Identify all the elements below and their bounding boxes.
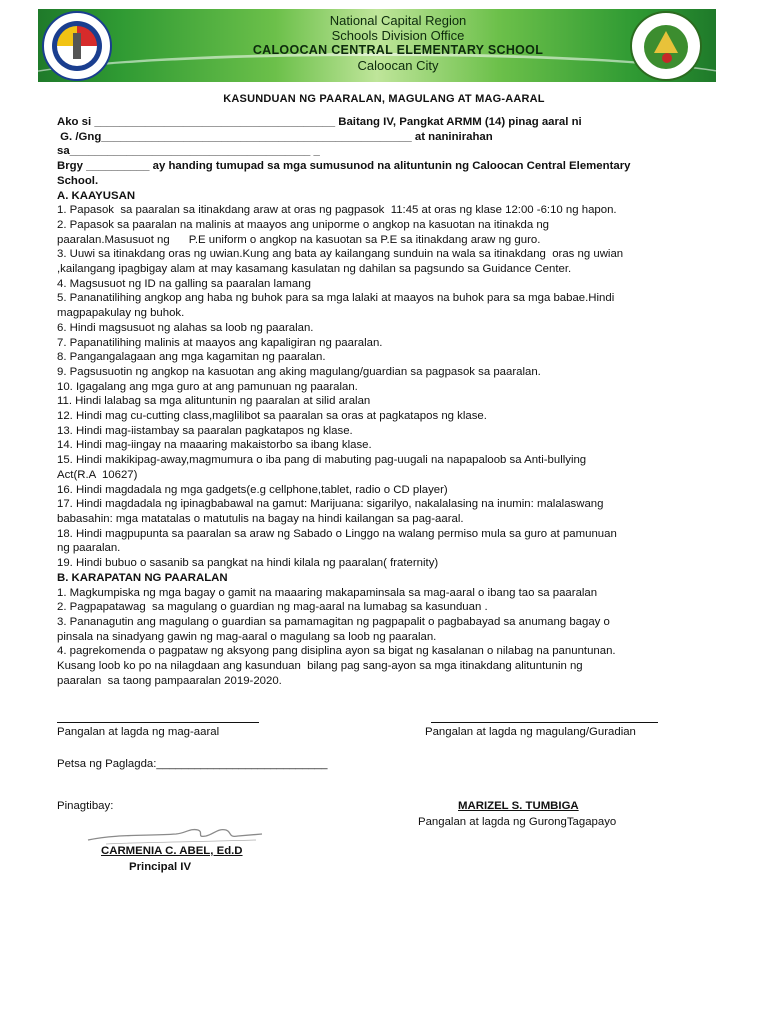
section-b-list <box>57 586 747 689</box>
list-item: paaralan.Masusuot ng P.E uniform o angkop na kasuotan sa P.E sa itinakdang araw ng guro. <box>57 233 541 246</box>
list-item: ,kailangang ipagbigay alam at may kasamang kasulatan ng dahilan sa pagsundo sa Guidance Center. <box>57 263 572 276</box>
list-item: 14. Hindi mag-iingay na maaaring makaistorbo sa ibang klase. <box>57 439 372 452</box>
list-item: 6. Hindi magsusuot ng alahas sa loob ng paaralan. <box>57 321 314 334</box>
city-name: Caloocan City <box>357 58 439 73</box>
list-item: Act(R.A 10627) <box>57 468 138 481</box>
list-item: 2. Papasok sa paaralan na malinis at maayos ang uniporme o angkop na kasuotan na itinakda ng <box>57 218 550 231</box>
list-item: 7. Papanatilihing malinis at maayos ang kapaligiran ng paaralan. <box>57 336 383 349</box>
list-item: paaralan sa taong pampaaralan 2019-2020. <box>57 674 282 687</box>
list-item: 5. Pananatilihing angkop ang haba ng buhok para sa mga lalaki at maayos na buhok para sa mga babae.Hindi <box>57 292 615 305</box>
list-item: 10. Igagalang ang mga guro at ang pamunuan ng paaralan. <box>57 380 358 393</box>
intro-line: sa______________________________________ _ <box>57 145 320 158</box>
intro-line: Brgy __________ ay handing tumupad sa mga sumusunod na alituntunin ng Caloocan Central Elementary <box>57 160 631 173</box>
principal-name: CARMENIA C. ABEL, Ed.D <box>101 845 243 857</box>
adviser-signature-label: Pangalan at lagda ng GurongTagapayo <box>418 816 617 828</box>
student-signature-label: Pangalan at lagda ng mag-aaral <box>57 726 220 738</box>
list-item: 15. Hindi makikipag-away,magmumura o iba pang di mabuting pag-uugali na napapaloob sa Anti-bullying <box>57 454 587 467</box>
intro-line: G. /Gng_________________________________________________ at naninirahan <box>57 130 493 143</box>
school-name: CALOOCAN CENTRAL ELEMENTARY SCHOOL <box>252 43 544 57</box>
parent-signature-line <box>431 722 658 723</box>
adviser-name: MARIZEL S. TUMBIGA <box>458 800 579 812</box>
student-signature-line <box>57 722 259 723</box>
intro-paragraph <box>57 115 747 189</box>
list-item: 17. Hindi magdadala ng ipinagbabawal na gamut: Marijuana: sigarilyo, nakalalasing na inumin: malalaswang <box>57 498 604 511</box>
list-item: pinsala na sinadyang gawin ng mag-aaral o magulang sa loob ng paaralan. <box>57 630 437 643</box>
section-a-list <box>57 203 747 571</box>
agreement-body <box>57 115 747 688</box>
list-item: 19. Hindi bubuo o sasanib sa pangkat na hindi kilala ng paaralan( fraternity) <box>57 557 439 570</box>
list-item: 1. Papasok sa paaralan sa itinakdang araw at oras ng pagpasok 11:45 at oras ng klase 12:00 -6:10 ng hapon. <box>57 204 617 217</box>
section-a-heading: A. KAAYUSAN <box>57 189 136 202</box>
list-item: 3. Uuwi sa itinakdang oras ng uwian.Kung ang bata ay kailangang sunduin na wala sa itinakdang oras ng uwian <box>57 248 624 261</box>
document-title: KASUNDUAN NG PAARALAN, MAGULANG AT MAG-AARAL <box>223 93 545 105</box>
list-item: 4. pagrekomenda o pagpataw ng aksyong pang disiplina ayon sa bigat ng kasalanan o nilabag na panuntunan. <box>57 645 616 658</box>
list-item: 1. Magkumpiska ng mga bagay o gamit na maaaring makapaminsala sa mag-aaral o ibang tao sa paaralan <box>57 586 598 599</box>
intro-line: Ako si ______________________________________ Baitang IV, Pangkat ARMM (14) pinag aaral ni <box>57 116 582 128</box>
signing-date-field: Petsa ng Paglagda:___________________________ <box>57 758 328 770</box>
list-item: 2. Pagpapatawag sa magulang o guardian ng mag-aaral na lumabag sa kasunduan . <box>57 601 488 614</box>
list-item: 8. Pangangalagaan ang mga kagamitan ng paaralan. <box>57 351 326 364</box>
list-item: 12. Hindi mag cu-cutting class,maglilibot sa paaralan sa oras at pagkatapos ng klase. <box>57 410 487 423</box>
parent-signature-label: Pangalan at lagda ng magulang/Guradian <box>425 726 636 738</box>
schools-division-office-seal <box>42 11 112 81</box>
list-item: 4. Magsusuot ng ID na galling sa paaralan lamang <box>57 277 311 290</box>
banner-text <box>188 13 608 73</box>
office-name: Schools Division Office <box>331 28 465 43</box>
list-item: babasahin: mga matatalas o matutulis na bagay na hindi kailangan sa pag-aaral. <box>57 512 464 525</box>
principal-title: Principal IV <box>129 861 192 873</box>
list-item: 11. Hindi lalabag sa mga alituntunin ng paaralan at silid aralan <box>57 395 371 408</box>
list-item: Kusang loob ko po na nilagdaan ang kasunduan bilang pag sang-ayon sa mga itinakdang alituntunin ng <box>57 660 583 673</box>
list-item: 3. Pananagutin ang magulang o guardian sa pamamagitan ng pagpapalit o pagbabayad sa anumang bagay o <box>57 615 610 628</box>
list-item: 13. Hindi mag-iistambay sa paaralan pagkatapos ng klase. <box>57 424 353 437</box>
approved-label: Pinagtibay: <box>57 800 114 812</box>
list-item: ng paaralan. <box>57 542 121 555</box>
section-b-heading: B. KARAPATAN NG PAARALAN <box>57 571 228 584</box>
region-name: National Capital Region <box>329 13 467 28</box>
list-item: 16. Hindi magdadala ng mga gadgets(e.g cellphone,tablet, radio o CD player) <box>57 483 448 496</box>
list-item: magpapakulay ng buhok. <box>57 307 185 320</box>
intro-line: School. <box>57 174 99 187</box>
school-seal <box>630 11 702 81</box>
list-item: 9. Pagsusuotin ng angkop na kasuotan ang aking magulang/guardian sa pagpasok sa paaralan. <box>57 365 541 378</box>
list-item: 18. Hindi magpupunta sa paaralan sa araw ng Sabado o Linggo na walang permiso mula sa guro at pamunuan <box>57 527 617 540</box>
header-banner <box>38 9 716 82</box>
